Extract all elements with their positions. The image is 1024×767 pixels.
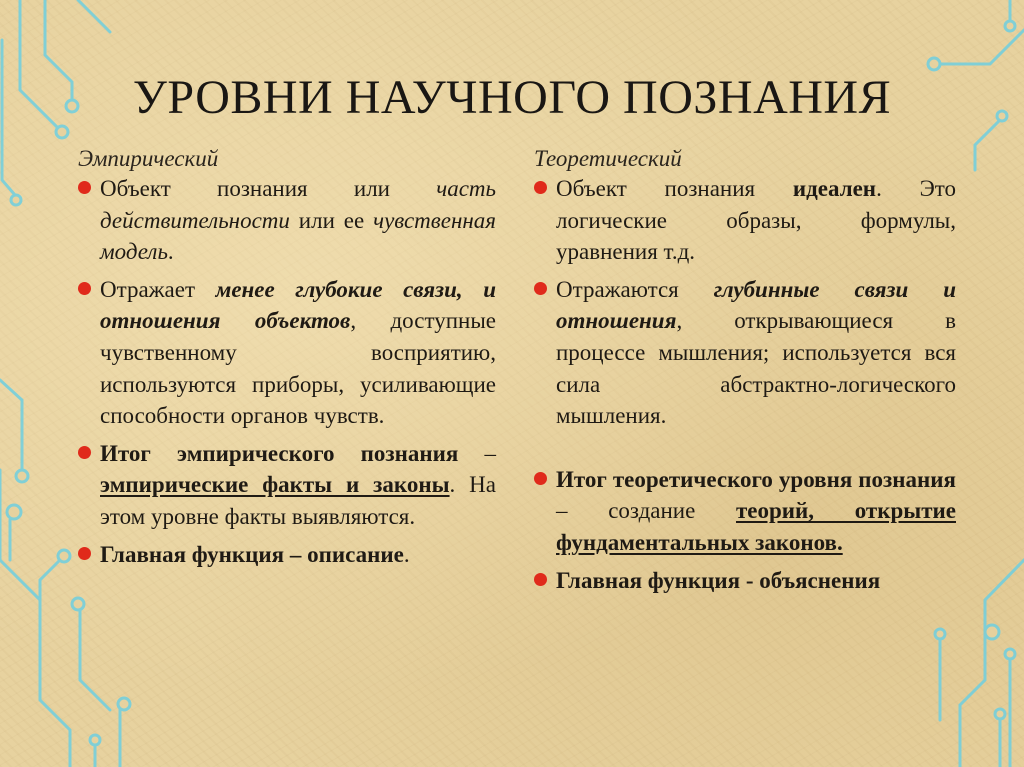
text-run-styled: эмпирические факты и законы (100, 472, 450, 498)
text-run: Отражает (100, 276, 216, 302)
text-run: . (403, 541, 410, 567)
bullet-gap (532, 438, 956, 464)
slide-title: УРОВНИ НАУЧНОГО ПОЗНАНИЯ (132, 71, 892, 124)
text-run: – (458, 440, 497, 466)
bullet-item (532, 274, 956, 432)
text-run-styled: часть действительности (100, 176, 496, 233)
text-run (100, 542, 404, 567)
text-run: или ее (289, 207, 374, 233)
empirical-column (76, 146, 496, 576)
text-run-styled: чувственная модель (100, 207, 496, 265)
text-run: – создание (556, 498, 736, 524)
bullet-text (100, 539, 496, 571)
text-run: Объект познания или (100, 176, 437, 201)
bullet-text (556, 565, 956, 597)
text-run: Объект познания (556, 176, 793, 201)
theoretical-heading: Теоретический (534, 146, 682, 171)
bullet-item (532, 464, 956, 559)
bullet-item (76, 438, 496, 533)
text-run (793, 176, 876, 201)
text-run: . (167, 239, 174, 265)
empirical-heading: Эмпирический (78, 146, 219, 171)
bullet-item (532, 173, 956, 268)
text-run-styled: Итог эмпирического познания (100, 440, 459, 466)
text-run: Отражаются (556, 276, 714, 302)
bullet-text (556, 173, 956, 268)
text-run-styled: менее глубокие связи, и отношения объектов (100, 276, 496, 334)
text-run (556, 568, 880, 593)
text-run: . Это логические образы, формулы, уравнения т.д. (556, 176, 956, 265)
empirical-bullet-list (76, 173, 496, 570)
text-run-styled: теорий, открытие фундаментальных законов. (556, 498, 956, 555)
bullet-text (556, 274, 956, 432)
bullet-item (532, 565, 956, 597)
text-run (100, 441, 458, 466)
text-run-styled: Главная функция – описание (100, 541, 404, 567)
bullet-item (76, 539, 496, 571)
text-run (556, 467, 956, 492)
theoretical-bullet-list (532, 173, 956, 596)
text-run: . На этом уровне факты выявляются. (100, 472, 496, 529)
bullet-item (76, 274, 496, 432)
bullet-text (100, 438, 496, 533)
text-run-styled: Главная функция - объяснения (556, 567, 881, 593)
text-run: , открывающиеся в процессе мышления; используется вся сила абстрактно-логического мышления. (556, 308, 956, 429)
text-run (100, 472, 450, 497)
text-run-styled: идеален (792, 176, 877, 201)
bullet-text (100, 173, 496, 268)
text-run-styled: глубинные связи и отношения (556, 276, 956, 334)
text-run-styled: Итог теоретического уровня познания (556, 466, 956, 492)
text-run: , доступные чувственному восприятию, используются приборы, усиливающие способности органов чувств. (100, 308, 496, 429)
bullet-text (100, 274, 496, 432)
theoretical-column (532, 146, 956, 602)
bullet-text (556, 464, 956, 559)
bullet-item (76, 173, 496, 268)
